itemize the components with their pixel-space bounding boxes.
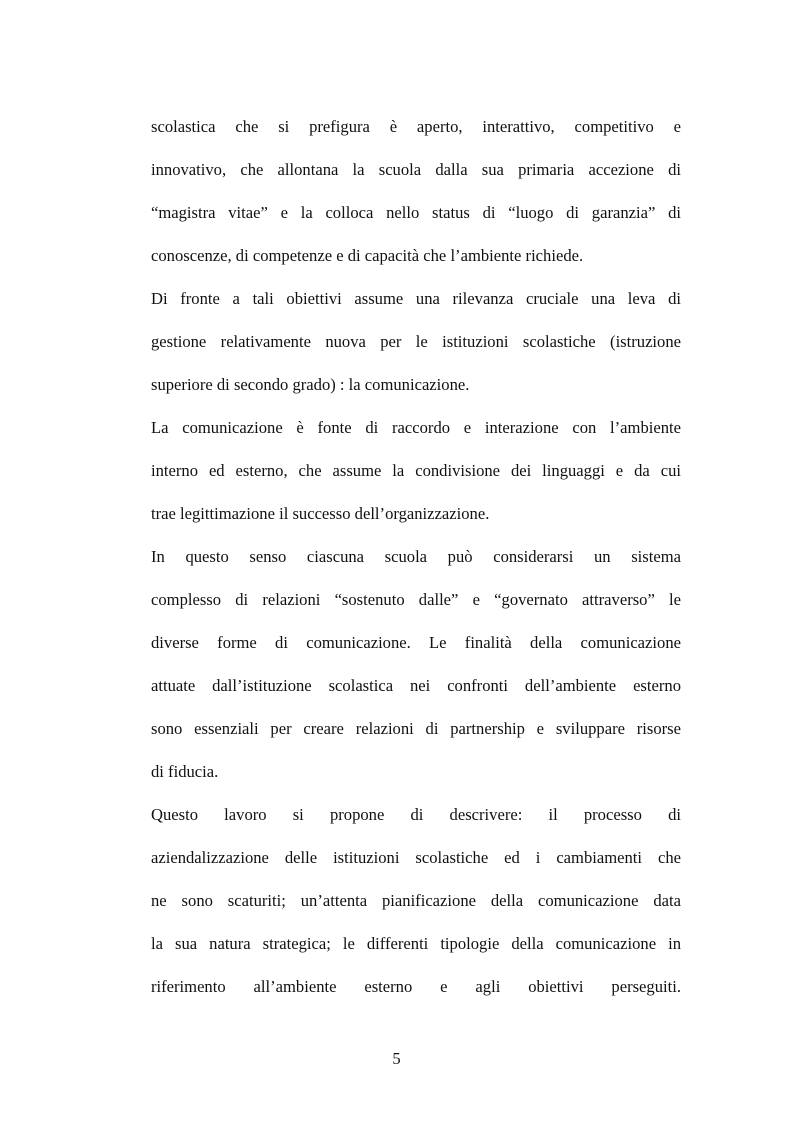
text-line: aziendalizzazione delle istituzioni scolastiche ed i cambiamenti che [151, 848, 681, 867]
text-line: scolastica che si prefigura è aperto, interattivo, competitivo e [151, 117, 681, 136]
text-line: gestione relativamente nuova per le istituzioni scolastiche (istruzione [151, 332, 681, 351]
document-body [151, 112, 681, 1015]
text-line: sono essenziali per creare relazioni di partnership e sviluppare risorse [151, 719, 681, 738]
text-line: Questo lavoro si propone di descrivere: il processo di [151, 805, 681, 824]
text-line: diverse forme di comunicazione. Le finalità della comunicazione [151, 633, 681, 652]
text-line: interno ed esterno, che assume la condivisione dei linguaggi e da cui [151, 461, 681, 480]
text-line: di fiducia. [151, 762, 219, 781]
text-line: innovativo, che allontana la scuola dalla sua primaria accezione di [151, 160, 681, 179]
text-line: attuate dall’istituzione scolastica nei confronti dell’ambiente esterno [151, 676, 681, 695]
text-line: Di fronte a tali obiettivi assume una rilevanza cruciale una leva di [151, 289, 681, 308]
text-line: ne sono scaturiti; un’attenta pianificazione della comunicazione data [151, 891, 681, 910]
text-line: trae legittimazione il successo dell’organizzazione. [151, 504, 490, 523]
text-line: complesso di relazioni “sostenuto dalle” e “governato attraverso” le [151, 590, 681, 609]
page-number: 5 [392, 1049, 401, 1068]
text-line: superiore di secondo grado) : la comunicazione. [151, 375, 470, 394]
text-line: La comunicazione è fonte di raccordo e interazione con l’ambiente [151, 418, 681, 437]
text-line: conoscenze, di competenze e di capacità che l’ambiente richiede. [151, 246, 584, 265]
text-line: la sua natura strategica; le differenti tipologie della comunicazione in [151, 934, 681, 953]
text-line: “magistra vitae” e la colloca nello status di “luogo di garanzia” di [151, 203, 681, 222]
text-line: In questo senso ciascuna scuola può considerarsi un sistema [151, 547, 681, 566]
text-line: riferimento all’ambiente esterno e agli obiettivi perseguiti. [151, 977, 681, 996]
